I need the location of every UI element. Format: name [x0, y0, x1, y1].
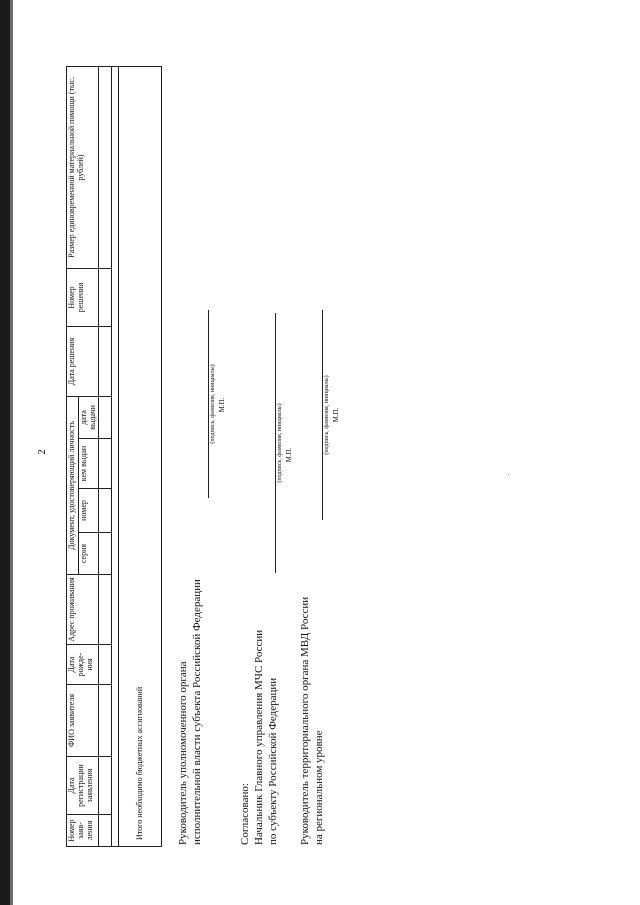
agreed-label: Согласовано:: [239, 783, 251, 845]
subheader-number: номер: [78, 489, 99, 533]
agreed-signature-line: [275, 313, 276, 573]
assistance-table: [66, 66, 162, 847]
head-title-line1: Руководитель уполномоченного органа: [177, 661, 189, 845]
header-identity-document: Документ, удостоверяющий личность: [67, 396, 79, 574]
header-application-number: Номер заяв-ления: [67, 815, 99, 847]
agreed-title-line2: по субъекту Российской Федерации: [267, 677, 279, 845]
mvd-title-line1: Руководитель территориального органа МВД России: [299, 596, 311, 845]
table-total-row: [119, 66, 162, 846]
head-signature-caption: (подпись, фамилия, инициалы): [210, 364, 216, 444]
agreed-title-line1: Начальник Главного управления МЧС России: [253, 629, 265, 845]
total-label: Итого необходимо бюджетных ассигнований: [119, 66, 162, 846]
mvd-signature-caption: (подпись, фамилия, инициалы): [324, 375, 330, 455]
header-applicant-name: ФИО заявителя: [67, 685, 99, 757]
mvd-signature-block: [298, 597, 326, 845]
head-title-line2: исполнительной власти субъекта Российской Федерации: [191, 579, 203, 845]
header-assistance-amount: Размер единовременной материальной помощи (тыс. рублей): [67, 66, 99, 268]
header-registration-date: Дата регистрации заявления: [67, 757, 99, 815]
head-seal: М.П.: [218, 397, 226, 413]
subheader-issued-by: кем выдан: [78, 439, 99, 489]
head-signature-line: [208, 310, 209, 498]
subheader-series: серия: [78, 533, 99, 575]
mvd-seal: М.П.: [332, 407, 340, 423]
agreed-signature-block: [238, 630, 280, 845]
head-signature-block: [176, 579, 204, 845]
header-decision-number: Номер решения: [67, 268, 99, 326]
header-decision-date: Дата решения: [67, 326, 99, 396]
table-header-row: [67, 66, 79, 846]
subheader-issue-date: дата выдачи: [78, 396, 99, 438]
mvd-title-line2: на региональном уровне: [313, 730, 325, 845]
mvd-signature-line: [322, 310, 323, 520]
agreed-seal: М.П.: [285, 447, 293, 463]
agreed-signature-caption: (подпись, фамилия, инициалы): [277, 403, 283, 483]
scan-speck: [508, 474, 509, 475]
header-birth-date: Дата рожде-ния: [67, 645, 99, 685]
header-address: Адрес проживания: [67, 575, 99, 645]
table-row: [99, 66, 112, 846]
page-number: 2: [36, 449, 48, 455]
table-row: [112, 66, 119, 846]
